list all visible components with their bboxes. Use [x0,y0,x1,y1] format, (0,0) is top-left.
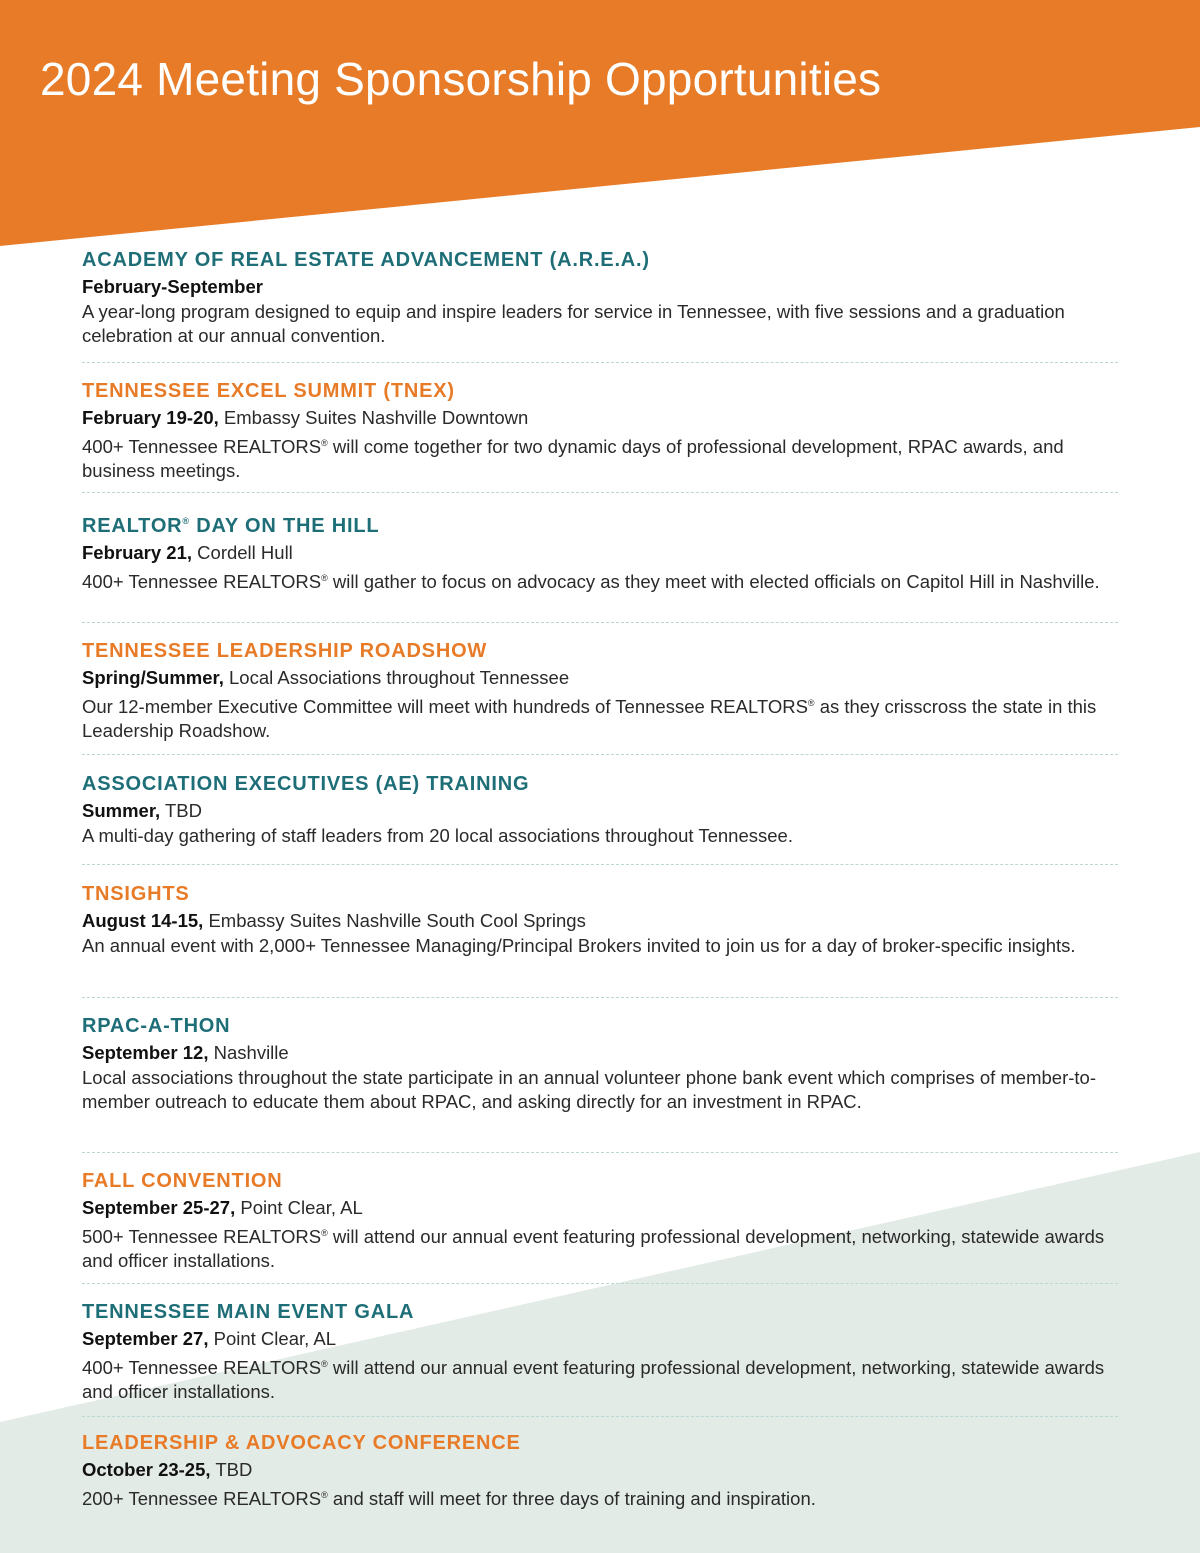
header-orange-band [0,0,1200,246]
event-title: TENNESSEE EXCEL SUMMIT (TNEX) [82,380,455,402]
event-location: Embassy Suites Nashville South Cool Springs [208,910,586,931]
event-description: A year-long program designed to equip and inspire leaders for service in Tennessee, with five sessions and a graduation celebration at our annual convention. [82,301,1065,346]
event-when [82,405,1118,431]
event-description: 200+ Tennessee REALTORS® and staff will meet for three days of training and inspiration. [82,1488,816,1509]
event-description: 400+ Tennessee REALTORS® will gather to focus on advocacy as they meet with elected officials on Capitol Hill in Nashville. [82,571,1100,592]
event-when [82,1195,1118,1221]
event-date: October 23-25, [82,1459,211,1480]
event-list [82,248,1118,1511]
event-title: FALL CONVENTION [82,1170,283,1192]
event-location: Cordell Hull [197,542,293,563]
registered-mark: ® [321,1359,328,1369]
event-location: Local Associations throughout Tennessee [229,667,570,688]
event-date: February-September [82,276,263,297]
event-date: August 14-15, [82,910,204,931]
event-description: 500+ Tennessee REALTORS® will attend our annual event featuring professional development, networking, statewide awards and officer installations. [82,1226,1105,1271]
event-when [82,274,1118,300]
registered-mark: ® [807,698,815,708]
event-date: September 25-27, [82,1197,236,1218]
event-item [82,772,1118,865]
event-when [82,1040,1118,1066]
page-title: 2024 Meeting Sponsorship Opportunities [40,53,882,105]
event-when [82,798,1118,824]
event-location: Embassy Suites Nashville Downtown [223,407,529,428]
event-date: Summer, [82,800,161,821]
event-location: Point Clear, AL [240,1197,363,1218]
event-when [82,540,1118,566]
event-description: 400+ Tennessee REALTORS® will come together for two dynamic days of professional development, RPAC awards, and business meetings. [82,436,1064,481]
event-when [82,1457,1118,1483]
event-description: 400+ Tennessee REALTORS® will attend our annual event featuring professional development, networking, statewide awards and officer installations. [82,1357,1105,1402]
event-title: RPAC-A-THON [82,1015,231,1037]
event-item [82,379,1118,493]
event-item [82,639,1118,755]
registered-mark: ® [321,573,328,583]
event-when [82,665,1118,691]
event-title: TENNESSEE MAIN EVENT GALA [82,1301,415,1323]
event-date: September 27, [82,1328,209,1349]
event-description: Local associations throughout the state participate in an annual volunteer phone bank event which comprises of member-to-member outreach to educate them about RPAC, and asking directly for an investment in RPAC. [82,1067,1096,1112]
event-title: ACADEMY OF REAL ESTATE ADVANCEMENT (A.R.E.A.) [82,249,650,271]
event-description: An annual event with 2,000+ Tennessee Managing/Principal Brokers invited to join us for a day of broker-specific insights. [82,935,1076,956]
event-title: ASSOCIATION EXECUTIVES (AE) TRAINING [82,773,530,795]
event-date: Spring/Summer, [82,667,224,688]
event-date: February 19-20, [82,407,219,428]
event-date: February 21, [82,542,193,563]
event-description: Our 12-member Executive Committee will meet with hundreds of Tennessee REALTORS® as they crisscross the state in this Leadership Roadshow. [82,696,1097,741]
event-date: September 12, [82,1042,209,1063]
registered-mark: ® [321,438,328,448]
event-location: Point Clear, AL [213,1328,337,1349]
registered-mark: ® [321,1490,328,1500]
event-description: A multi-day gathering of staff leaders from 20 local associations throughout Tennessee. [82,825,793,846]
event-item [82,509,1118,623]
event-item [82,1014,1118,1153]
event-title: REALTOR® DAY ON THE HILL [82,515,380,537]
event-item [82,248,1118,363]
event-item [82,1169,1118,1284]
event-item [82,1431,1118,1511]
event-location: TBD [215,1459,253,1480]
event-item [82,1300,1118,1417]
event-title: TNSIGHTS [82,883,190,905]
registered-mark: ® [321,1228,328,1238]
event-title: TENNESSEE LEADERSHIP ROADSHOW [82,640,488,662]
event-when [82,1326,1118,1352]
event-item [82,882,1118,998]
event-title: LEADERSHIP & ADVOCACY CONFERENCE [82,1432,521,1454]
event-when [82,908,1118,934]
event-location: TBD [164,800,202,821]
event-location: Nashville [213,1042,289,1063]
registered-mark: ® [182,516,190,526]
